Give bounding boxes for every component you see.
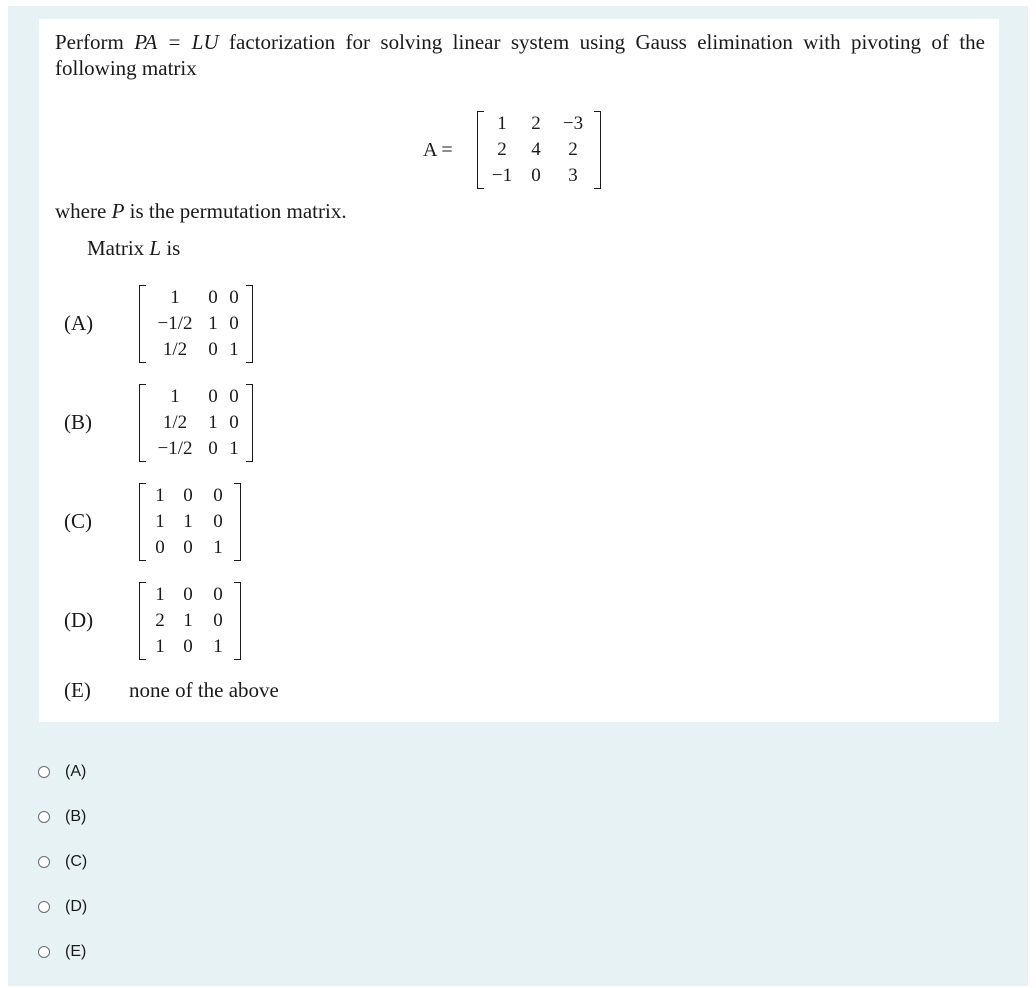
matrix-cell: 0	[229, 412, 239, 433]
option-d-label: (D)	[64, 608, 94, 632]
answer-option-e[interactable]	[38, 941, 86, 963]
answer-label: (A)	[65, 763, 87, 780]
matrix-cell: 1	[155, 584, 165, 605]
matrix-cell: 1	[213, 636, 223, 657]
matrix-cell: 1	[497, 113, 507, 134]
matrix-cell: −1/2	[157, 313, 193, 334]
matrix-cell: 0	[183, 485, 193, 506]
matrix-cell: 0	[183, 584, 193, 605]
matrix-cell: 0	[531, 165, 541, 186]
where-var: P	[111, 199, 125, 223]
where-post: is the permutation matrix.	[124, 199, 347, 223]
matrix-cell: 1	[183, 610, 193, 631]
matrix-cell: 0	[229, 287, 239, 308]
matrix-cell: 0	[183, 636, 193, 657]
question-text	[55, 29, 985, 81]
answer-option-c[interactable]	[38, 851, 87, 873]
matrix-cell: 0	[208, 287, 218, 308]
matrix-cell: 1	[155, 636, 165, 657]
answer-option-b[interactable]	[38, 806, 86, 828]
bracket-left	[139, 483, 146, 561]
option-a-matrix	[147, 285, 245, 363]
option-b-label: (B)	[64, 410, 92, 434]
matrix-cell: 1	[229, 339, 239, 360]
matrix-cell: 1	[170, 386, 180, 407]
matrix-cell: 0	[208, 386, 218, 407]
radio-button[interactable]	[38, 856, 50, 868]
answer-label: (D)	[65, 898, 88, 915]
radio-button[interactable]	[38, 766, 50, 778]
matrix-cell: 3	[568, 165, 578, 186]
matrix-cell: 0	[213, 485, 223, 506]
bracket-right	[246, 285, 253, 363]
option-c-label: (C)	[64, 509, 92, 533]
answer-label: (B)	[65, 808, 87, 825]
matrix-cell: 0	[213, 511, 223, 532]
option-e-label: (E)	[64, 678, 91, 702]
question-expression: PA = LU	[134, 30, 219, 54]
question-suffix: factorization for solving linear system using Gauss elimination with pivoting of the following matrix	[55, 30, 985, 80]
option-b-matrix	[147, 384, 245, 462]
matrix-cell: −3	[562, 113, 584, 134]
matrix-cell: 1	[170, 287, 180, 308]
matrix-cell: 1	[183, 511, 193, 532]
matrix-cell: 1	[208, 313, 218, 334]
matrix-cell: −1/2	[157, 438, 193, 459]
lhead-pre: Matrix	[87, 236, 150, 260]
answer-label: (E)	[65, 943, 87, 960]
bracket-right	[594, 111, 601, 189]
bracket-left	[139, 285, 146, 363]
matrix-cell: 1	[229, 438, 239, 459]
bracket-right	[234, 582, 241, 660]
matrix-cell: 1	[155, 511, 165, 532]
matrix-cell: 0	[208, 339, 218, 360]
answer-option-d[interactable]	[38, 896, 87, 918]
radio-button[interactable]	[38, 901, 50, 913]
matrix-cell: 0	[155, 537, 165, 558]
answer-option-a[interactable]	[38, 761, 86, 783]
option-a-label: (A)	[64, 311, 94, 335]
matrix-cell: 2	[568, 139, 578, 160]
bracket-left	[139, 384, 146, 462]
lhead-var: L	[149, 236, 162, 260]
where-pre: where	[55, 199, 112, 223]
matrix-cell: 2	[497, 139, 507, 160]
matrix-cell: −1	[491, 165, 513, 186]
question-prefix: Perform	[55, 30, 135, 54]
matrix-cell: 4	[531, 139, 541, 160]
matrix-cell: 0	[213, 584, 223, 605]
answer-label: (C)	[65, 853, 88, 870]
matrix-cell: 0	[208, 438, 218, 459]
matrix-a	[485, 111, 593, 189]
matrix-cell: 2	[155, 610, 165, 631]
matrix-a-label: A =	[423, 139, 453, 161]
bracket-right	[234, 483, 241, 561]
matrix-cell: 0	[183, 537, 193, 558]
matrix-cell: 1/2	[162, 412, 188, 433]
bracket-left	[477, 111, 484, 189]
option-d-matrix	[147, 582, 233, 660]
matrix-cell: 0	[229, 386, 239, 407]
bracket-left	[139, 582, 146, 660]
option-c-matrix	[147, 483, 233, 561]
matrix-l-heading	[87, 236, 180, 261]
matrix-cell: 0	[213, 610, 223, 631]
radio-button[interactable]	[38, 811, 50, 823]
matrix-cell: 2	[531, 113, 541, 134]
option-e-text: none of the above	[129, 678, 279, 702]
bracket-right	[246, 384, 253, 462]
matrix-cell: 1/2	[162, 339, 188, 360]
matrix-cell: 1	[208, 412, 218, 433]
matrix-cell: 0	[229, 313, 239, 334]
matrix-cell: 1	[213, 537, 223, 558]
where-text	[55, 199, 347, 224]
matrix-cell: 1	[155, 485, 165, 506]
lhead-post: is	[161, 236, 181, 260]
radio-button[interactable]	[38, 946, 50, 958]
